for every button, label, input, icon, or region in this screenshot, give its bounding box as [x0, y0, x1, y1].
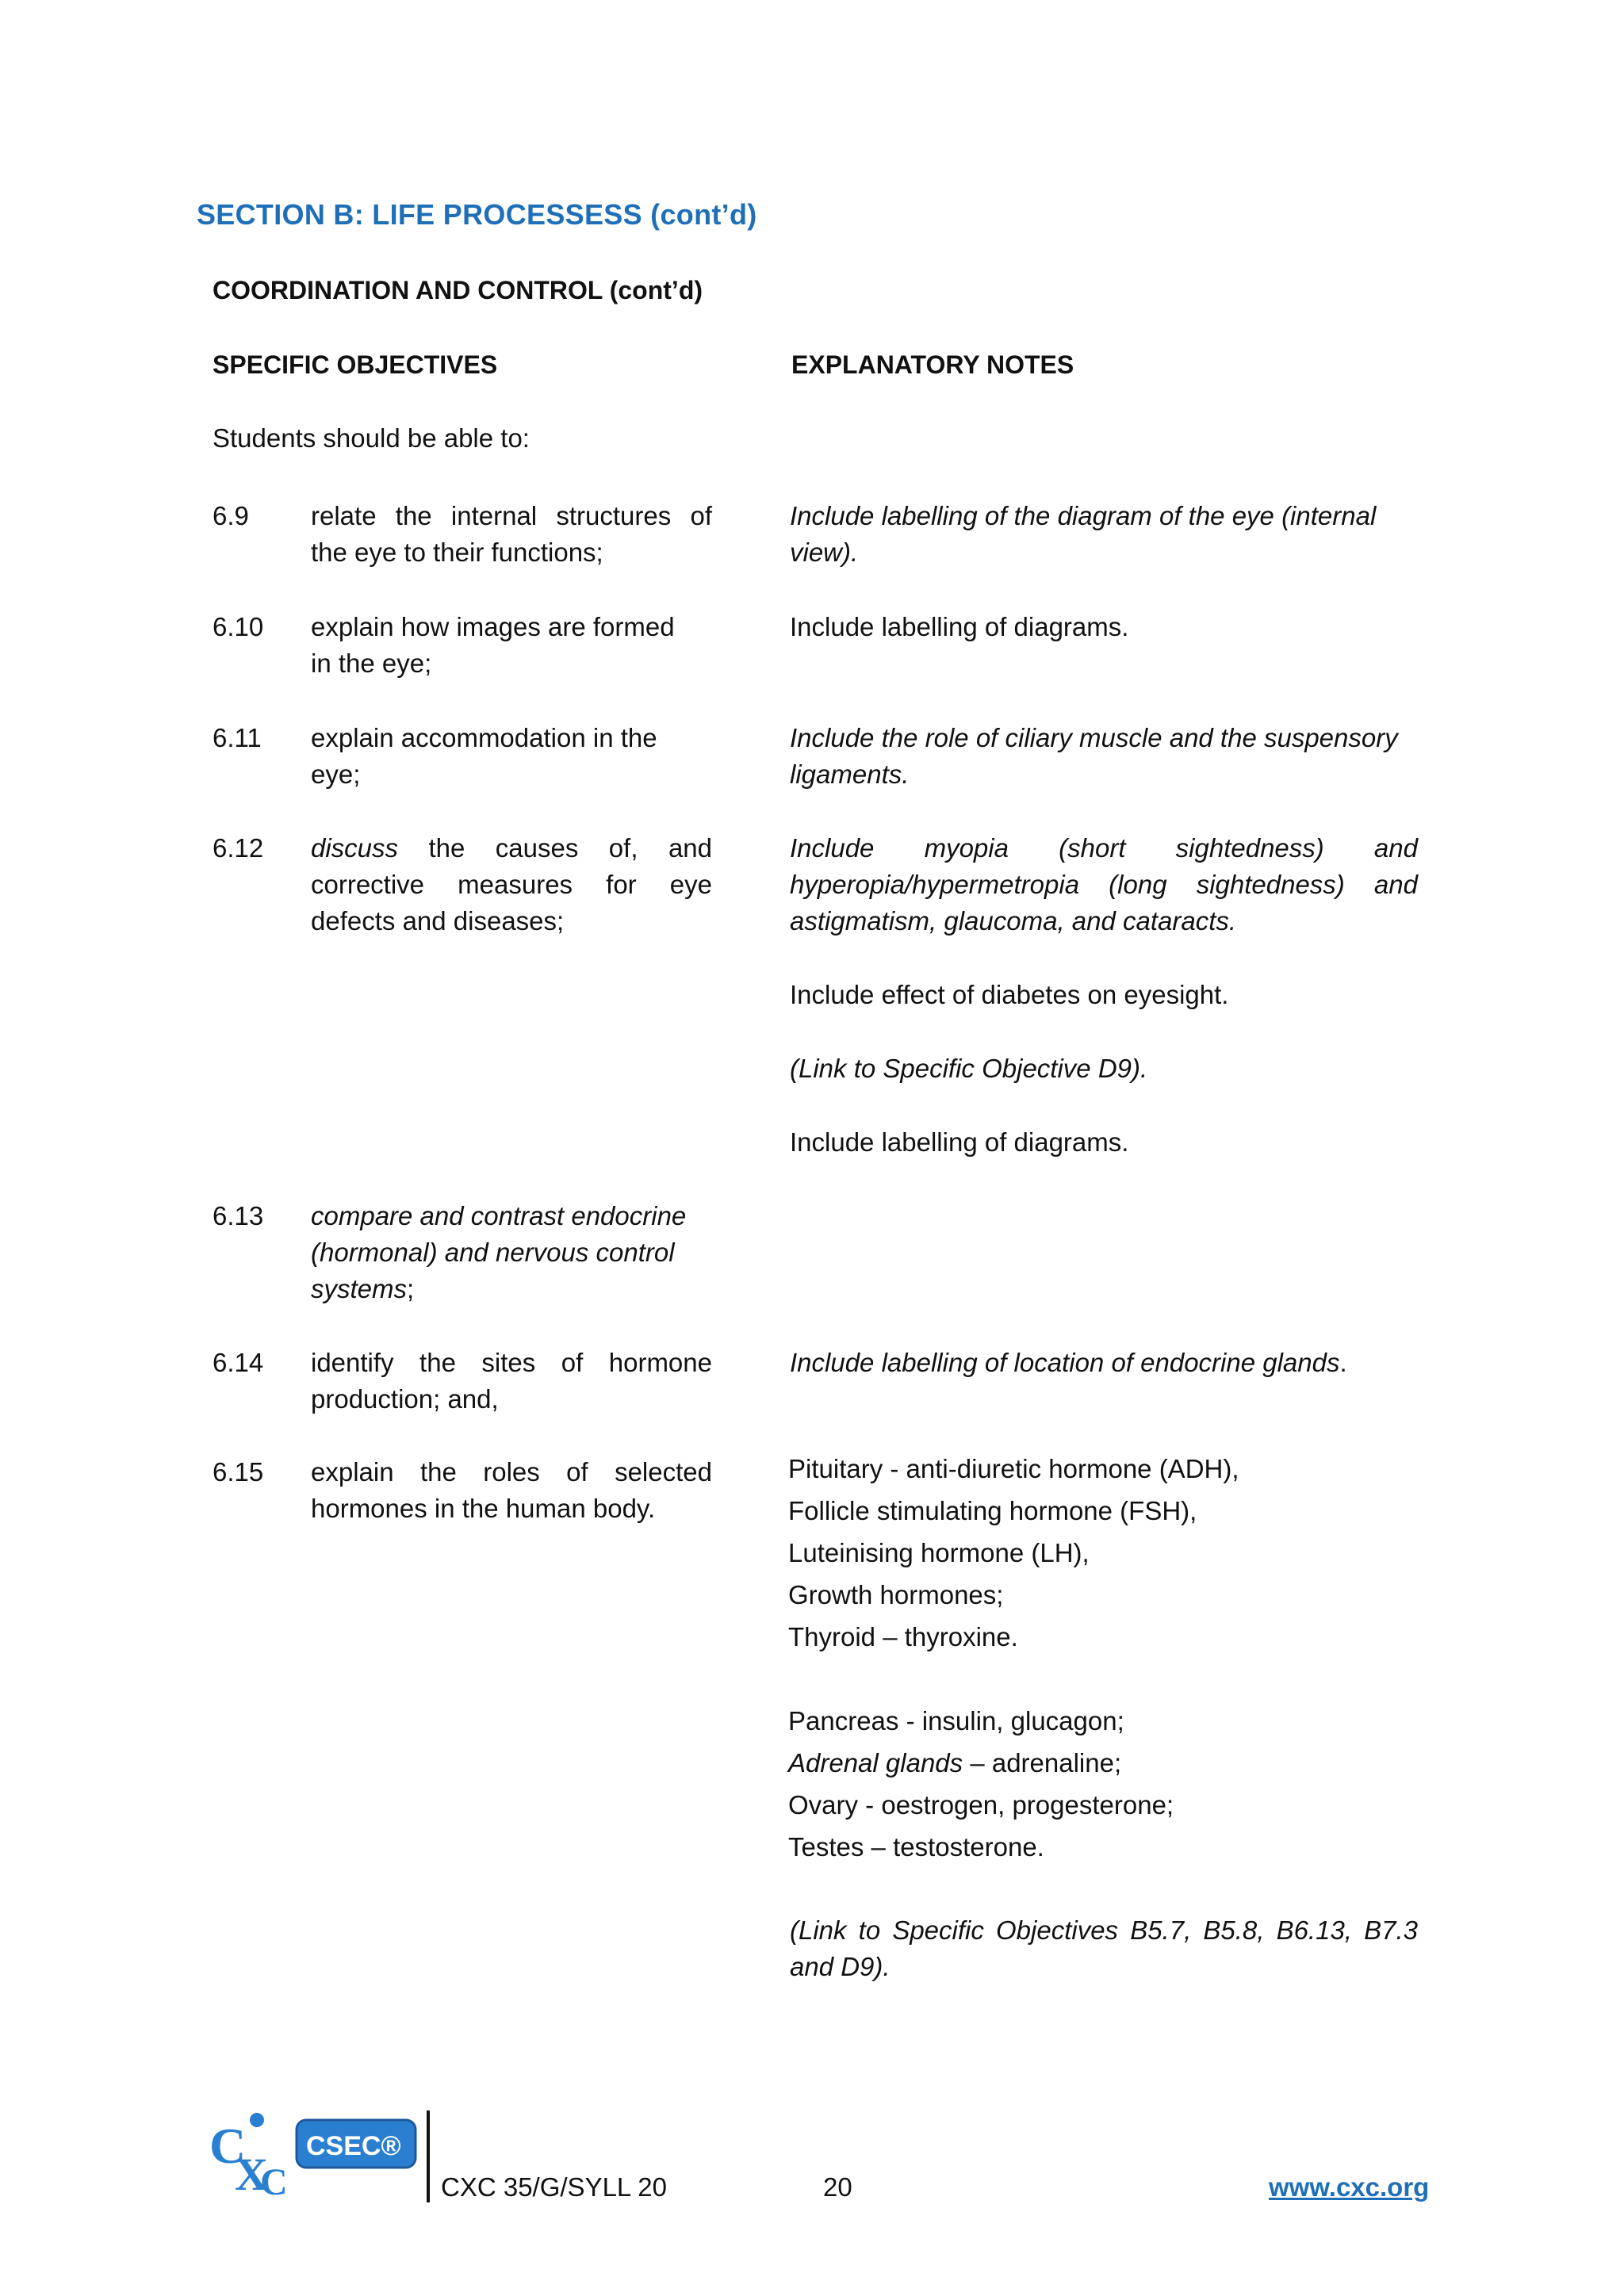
- objective-line: explain the roles of selected: [311, 1457, 712, 1487]
- list-item: Thyroid – thyroxine.: [788, 1622, 1018, 1651]
- objective-text: [311, 609, 712, 682]
- note-6-10: Include labelling of diagrams.: [790, 612, 1129, 641]
- objective-number: 6.15: [213, 1457, 264, 1487]
- objective-line: eye;: [311, 760, 361, 789]
- objective-line: identify the sites of hormone: [311, 1348, 712, 1377]
- objective-text: [311, 498, 712, 571]
- column-header-objectives: SPECIFIC OBJECTIVES: [213, 350, 498, 379]
- objective-number: 6.10: [213, 612, 264, 641]
- website-link[interactable]: www.cxc.org: [1269, 2172, 1430, 2202]
- objective-line: [311, 1271, 712, 1307]
- objective-line: defects and diseases;: [311, 906, 565, 936]
- syllabus-code: CXC 35/G/SYLL 20: [441, 2172, 667, 2202]
- subsection-title: COORDINATION AND CONTROL (cont’d): [213, 276, 703, 304]
- column-header-notes: EXPLANATORY NOTES: [791, 350, 1074, 379]
- note-6-11: [790, 720, 1418, 793]
- note-line: Include labelling of the diagram of the eye (internal: [790, 501, 1377, 530]
- note-em: Include labelling of location of endocrine glands: [790, 1348, 1340, 1377]
- objective-line: compare and contrast endocrine: [311, 1201, 687, 1230]
- note-link-objectives: [790, 1912, 1418, 1985]
- objective-text: [311, 830, 712, 939]
- objective-line: [311, 830, 712, 867]
- note-6-12: [790, 830, 1418, 939]
- logo-emblem-c: C: [209, 2118, 247, 2174]
- list-item: Testes – testosterone.: [788, 1832, 1044, 1862]
- page-number: 20: [823, 2172, 852, 2202]
- objective-text: [311, 720, 712, 793]
- hormone-list-a: [788, 1448, 1423, 1658]
- objective-line: explain how images are formed: [311, 612, 675, 641]
- footer-divider: [427, 2110, 430, 2202]
- hormone-list-b: [788, 1700, 1423, 1868]
- objective-verb: discuss: [311, 833, 399, 863]
- note-line: ligaments.: [790, 760, 910, 789]
- cxc-emblem-icon: [208, 2107, 420, 2198]
- list-item: Ovary - oestrogen, progesterone;: [788, 1790, 1174, 1820]
- objective-number: 6.14: [213, 1348, 264, 1377]
- objective-text: [311, 1454, 712, 1527]
- objective-text: [311, 1345, 712, 1418]
- note-labelling-diagrams: Include labelling of diagrams.: [790, 1127, 1129, 1157]
- section-title: SECTION B: LIFE PROCESSESS (cont’d): [197, 198, 757, 231]
- objective-line: the eye to their functions;: [311, 538, 603, 567]
- note-line: hyperopia/hypermetropia (long sightedness) and: [790, 870, 1418, 899]
- objective-number: 6.9: [213, 501, 249, 530]
- objective-number: 6.11: [213, 723, 262, 752]
- list-item-em: Adrenal glands: [788, 1748, 963, 1777]
- note-line: astigmatism, glaucoma, and cataracts.: [790, 906, 1237, 936]
- note-tail: .: [1339, 1348, 1347, 1377]
- list-item: Growth hormones;: [788, 1580, 1004, 1609]
- logo-emblem-x: X: [235, 2149, 268, 2198]
- objective-number: 6.12: [213, 833, 264, 863]
- note-6-14: [790, 1345, 1418, 1381]
- cxc-csec-logo: [208, 2107, 420, 2198]
- objective-line: (hormonal) and nervous control: [311, 1238, 675, 1267]
- note-line: view).: [790, 538, 859, 567]
- note-6-9: [790, 498, 1418, 571]
- list-item: Pancreas - insulin, glucagon;: [788, 1706, 1124, 1735]
- objective-line: hormones in the human body.: [311, 1494, 656, 1523]
- objective-line: explain accommodation in the: [311, 723, 657, 752]
- objective-line-em: systems: [311, 1274, 408, 1303]
- objective-line: corrective measures for eye: [311, 870, 712, 899]
- list-item: [788, 1742, 1423, 1784]
- objective-line: in the eye;: [311, 649, 432, 678]
- logo-badge-text: CSEC®: [306, 2131, 401, 2161]
- list-item: Follicle stimulating hormone (FSH),: [788, 1496, 1197, 1525]
- objective-number: 6.13: [213, 1201, 264, 1230]
- note-line: (Link to Specific Objectives B5.7, B5.8, B6.13, B7.3: [790, 1915, 1418, 1945]
- objective-line-tail: ;: [407, 1274, 415, 1303]
- intro-text: Students should be able to:: [213, 423, 530, 453]
- note-line: Include myopia (short sightedness) and: [790, 833, 1418, 863]
- logo-emblem-c2: C: [260, 2161, 288, 2198]
- list-item-rest: – adrenaline;: [963, 1748, 1122, 1777]
- objective-line: production; and,: [311, 1384, 499, 1414]
- objective-line: relate the internal structures of: [311, 501, 712, 530]
- note-line: and D9).: [790, 1952, 891, 1981]
- note-link-d9: (Link to Specific Objective D9).: [790, 1054, 1148, 1083]
- list-item: Luteinising hormone (LH),: [788, 1538, 1090, 1567]
- list-item: Pituitary - anti-diuretic hormone (ADH),: [788, 1454, 1239, 1483]
- objective-text: [311, 1198, 712, 1307]
- objective-line-rest: the causes of, and: [398, 833, 712, 863]
- note-diabetes: Include effect of diabetes on eyesight.: [790, 980, 1229, 1009]
- note-line: Include the role of ciliary muscle and the suspensory: [790, 723, 1398, 752]
